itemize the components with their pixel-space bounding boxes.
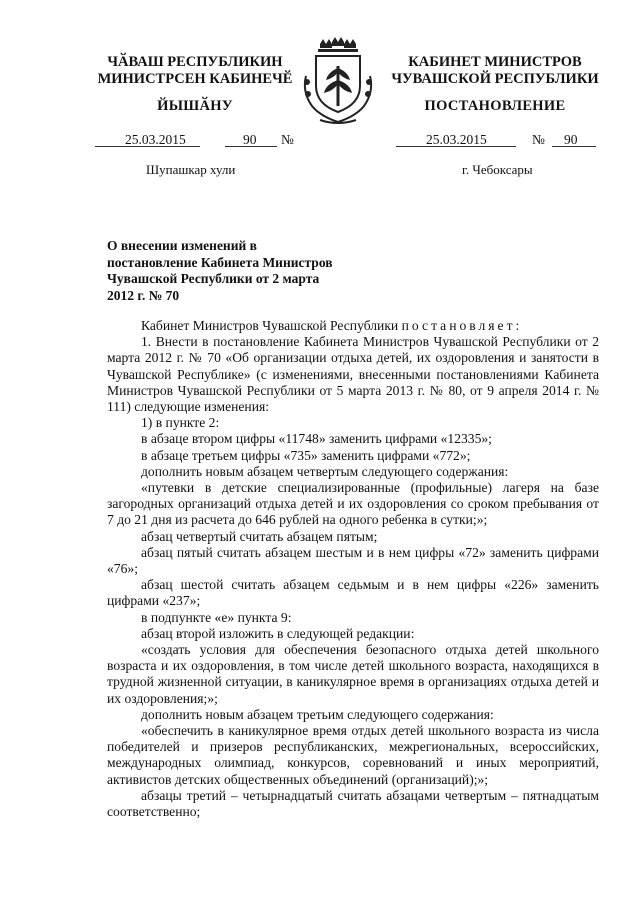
left-date: 25.03.2015 — [125, 132, 186, 147]
body-paragraph: дополнить новым абзацем четвертым следующего содержания: — [141, 463, 509, 479]
intro-prefix: Кабинет Министров Чувашской Республики — [141, 318, 399, 333]
left-number-sign: № — [281, 132, 294, 147]
body-paragraph: дополнить новым абзацем третьим следующего содержания: — [141, 706, 494, 722]
body-paragraph: 1. Внести в постановление Кабинета Министров Чувашской Республики от 2 марта 2012 г. № 70 «Об организации отдыха детей, их оздоровления и занятости в Чувашской Республике» (с изменениями, внесенными постановлениями Кабинета Министров Чувашской Республики от 5 марта 2013 г. № 80, от 9 апреля 2014 г. № 111) следующие изменения: — [107, 334, 599, 415]
left-place: Шупашкар хули — [146, 162, 236, 177]
right-place: г. Чебоксары — [462, 162, 533, 177]
right-org-line1: КАБИНЕТ МИНИСТРОВ — [408, 54, 582, 70]
right-number-sign: № — [532, 132, 545, 147]
left-number: 90 — [243, 132, 257, 147]
left-org-line2: МИНИСТРСЕН КАБИНЕЧӖ — [97, 71, 293, 87]
body-paragraph: абзац шестой считать абзацем седьмым и в нем цифры «226» заменить цифрами «237»; — [107, 577, 599, 609]
right-number: 90 — [564, 132, 578, 147]
body-paragraph: абзац пятый считать абзацем шестым и в нем цифры «72» заменить цифрами «76»; — [107, 544, 599, 577]
intro-verb: постановляет: — [401, 318, 523, 333]
right-org-line2: ЧУВАШСКОЙ РЕСПУБЛИКИ — [391, 71, 599, 87]
chuvash-coat-of-arms-icon — [298, 36, 378, 128]
body-paragraph: в абзаце третьем цифры «735» заменить цифрами «772»; — [141, 447, 471, 463]
right-dateline — [396, 132, 601, 148]
body-paragraph: в абзаце втором цифры «11748» заменить цифрами «12335»; — [141, 431, 492, 447]
right-date: 25.03.2015 — [426, 132, 487, 147]
left-org-line1: ЧӐВАШ РЕСПУБЛИКИН — [107, 54, 283, 70]
left-doc-kind: ЙЫШӐНУ — [157, 98, 233, 114]
body-paragraph: абзац второй изложить в следующей редакции: — [141, 625, 415, 641]
left-org-name — [80, 54, 310, 88]
document-body — [107, 318, 599, 820]
left-dateline — [95, 132, 305, 148]
right-doc-kind: ПОСТАНОВЛЕНИЕ — [424, 98, 566, 114]
body-paragraph: «создать условия для обеспечения безопасного отдыха детей школьного возраста и их оздоровления, в том числе детей школьного возраста, находящихся в трудной жизненной ситуации, в каникулярное время в организациях отдыха детей и их оздоровления;»; — [107, 642, 599, 706]
right-org-name — [380, 54, 610, 88]
body-paragraph: «путевки в детские специализированные (профильные) лагеря на базе загородных организаций отдыха детей и их оздоровления со сроком пребывания от 7 до 21 дня из расчета до 646 рублей на одного ребенка в сутки;»; — [107, 480, 599, 528]
body-paragraph: абзацы третий – четырнадцатый считать абзацами четвертым – пятнадцатым соответственно; — [107, 787, 599, 820]
body-paragraph: в подпункте «е» пункта 9: — [141, 609, 292, 625]
body-paragraph: абзац четвертый считать абзацем пятым; — [141, 528, 378, 544]
body-paragraph: «обеспечить в каникулярное время отдых детей школьного возраста из числа победителей и призеров республиканских, межрегиональных, всероссийских, международных олимпиад, конкурсов, соревнований и иных мероприятий, активистов детских общественных объединений (организаций);»; — [107, 723, 599, 787]
document-title: О внесении изменений в постановление Кабинета Министров Чувашской Республики от 2 марта 2012 г. № 70 — [107, 238, 333, 303]
intro-paragraph — [107, 318, 599, 334]
body-paragraph: 1) в пункте 2: — [141, 415, 220, 431]
